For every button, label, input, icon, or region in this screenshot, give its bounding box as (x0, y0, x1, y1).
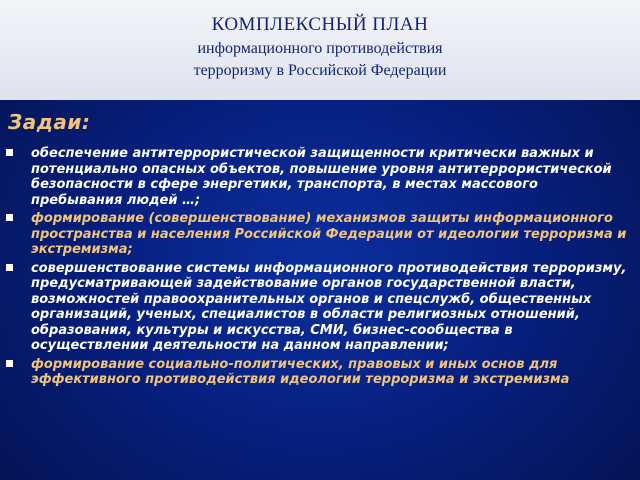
list-item-text: формирование социально-политических, правовых и иных основ для эффективного противодействия идеологии терроризма и экстремизма (31, 356, 570, 387)
square-bullet-icon (6, 149, 13, 156)
task-list (0, 146, 632, 391)
slide-subtitle-line-1: информационного противодействия (197, 40, 443, 57)
list-item (0, 261, 632, 354)
slide-subtitle-line-2: терроризму в Российской Федерации (193, 62, 447, 79)
section-heading: Задаи: (8, 110, 91, 134)
square-bullet-icon (6, 360, 13, 367)
square-bullet-icon (6, 214, 13, 221)
slide-header (0, 0, 640, 100)
square-bullet-icon (6, 264, 13, 271)
list-item (0, 146, 632, 208)
list-item (0, 357, 632, 388)
list-item-text: формирование (совершенствование) механизмов защиты информационного пространства и населения Российской Федерации от идеологии терроризма и экстремизма; (31, 211, 627, 257)
slide-title: КОМПЛЕКСНЫЙ ПЛАН (211, 14, 429, 35)
list-item-text: совершенствование системы информационного противодействия терроризму, предусматривающей задействование органов государственной власти, возможностей правоохранительных органов и спецслужб, общественных организаций, ученых, специалистов в области религиозных отношений, образования, культуры и искусства, СМИ, бизнес-сообщества в осуществлении деятельности на данном направлении; (31, 260, 627, 353)
list-item (0, 211, 632, 258)
list-item-text: обеспечение антитеррористической защищенности критически важных и потенциально опасных объектов, повышение уровня антитеррористической безопасности в сфере энергетики, транспорта, в местах массового пребывания людей …; (31, 146, 612, 208)
